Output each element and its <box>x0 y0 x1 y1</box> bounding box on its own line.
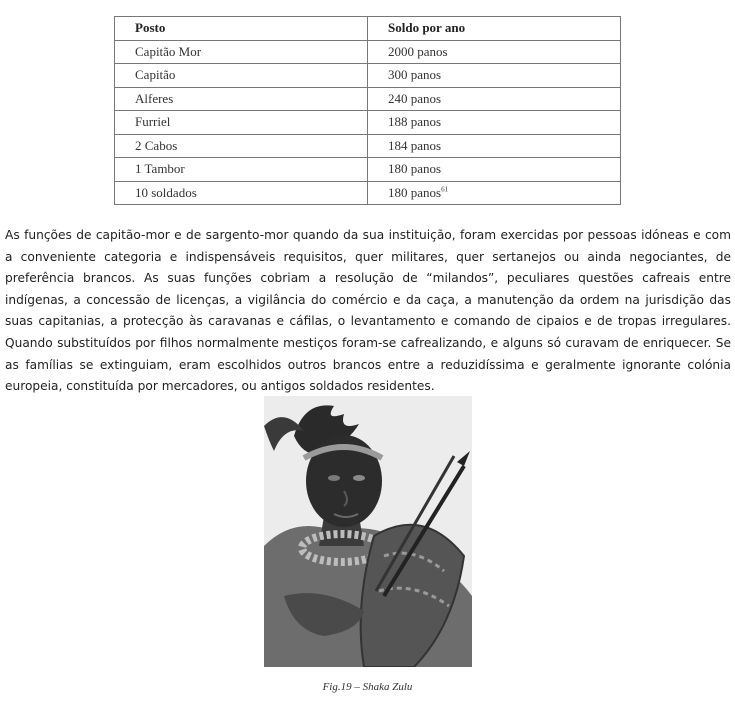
table-cell-posto: 10 soldados <box>115 181 368 205</box>
table-cell-posto: Furriel <box>115 111 368 135</box>
table-row <box>115 40 621 64</box>
soldo-value: 180 panos <box>388 184 442 200</box>
table-row <box>115 111 621 135</box>
column-header-posto: Posto <box>115 17 368 41</box>
table-cell-posto: Capitão <box>115 64 368 88</box>
table-cell-posto: Capitão Mor <box>115 40 368 64</box>
table-row <box>115 181 621 205</box>
pay-table <box>114 16 621 205</box>
table-header-row <box>115 17 621 41</box>
table-cell-soldo: 184 panos <box>368 134 621 158</box>
table-row <box>115 64 621 88</box>
table-cell-soldo <box>368 181 621 205</box>
table-row <box>115 134 621 158</box>
table-cell-soldo: 188 panos <box>368 111 621 135</box>
table-cell-soldo: 2000 panos <box>368 40 621 64</box>
table-cell-soldo: 300 panos <box>368 64 621 88</box>
footnote-ref: 61 <box>441 185 449 194</box>
figure-caption: Fig.19 – Shaka Zulu <box>322 681 413 693</box>
table-cell-posto: Alferes <box>115 87 368 111</box>
body-paragraph: As funções de capitão-mor e de sargento-mor quando da sua instituição, foram exercidas por pessoas idóneas e com a conveniente categoria e indispensáveis requisitos, quer militares, quer sertanejos ou ainda negociantes, de preferência brancos. As suas funções cobriam a resolução de “milandos”, peculiares questões cafreais entre indígenas, a concessão de licenças, a vigilância do comércio e da caça, a manutenção da ordem na jurisdição das suas capitanias, a protecção às caravanas e cáfilas, o levantamento e comando de cipaios e de tropas irregulares. Quando substituídos por filhos normalmente mestiços foram-se cafrealizando, e alguns só curavam de enriquecer. Se as famílias se extinguiam, eram escolhidos outros brancos entre a reduzidíssima e geralmente ignorante colónia europeia, constituída por mercadores, ou antigos soldados residentes. <box>5 228 731 394</box>
table-row <box>115 158 621 182</box>
table-cell-soldo: 180 panos <box>368 158 621 182</box>
column-header-soldo: Soldo por ano <box>368 17 621 41</box>
portrait-illustration <box>264 396 472 667</box>
table-row <box>115 87 621 111</box>
figure-image <box>264 396 472 667</box>
table-cell-soldo: 240 panos <box>368 87 621 111</box>
table-cell-posto: 2 Cabos <box>115 134 368 158</box>
table-cell-posto: 1 Tambor <box>115 158 368 182</box>
